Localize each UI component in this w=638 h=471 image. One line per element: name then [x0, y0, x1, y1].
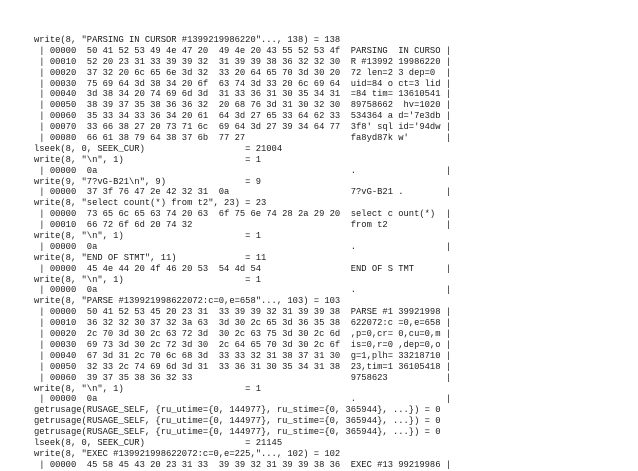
trace-line: | 00000 37 3f 76 47 2e 42 32 31 0a 7?vG-B21 . |: [34, 187, 452, 198]
trace-line: | 00000 0a . |: [34, 394, 452, 405]
trace-line: | 00000 0a . |: [34, 165, 452, 176]
trace-line: getrusage(RUSAGE_SELF, {ru_utime={0, 144977}, ru_stime={0, 365944}, ...}) = 0: [34, 416, 441, 427]
trace-line: write(8, "EXEC #139921998622072:c=0,e=225,"..., 102) = 102: [34, 448, 341, 459]
trace-line: | 00000 73 65 6c 65 63 74 20 63 6f 75 6e 74 28 2a 29 20 select c ount(*) |: [34, 209, 452, 220]
trace-line: write(9, "7?vG-B21\n", 9) = 9: [34, 176, 261, 187]
trace-line: write(8, "\n", 1) = 1: [34, 154, 261, 165]
trace-line: | 00020 37 32 20 6c 65 6e 3d 32 33 20 64 65 70 3d 30 20 72 len=2 3 dep=0 |: [34, 67, 452, 78]
trace-line: | 00010 36 32 32 30 37 32 3a 63 3d 30 2c 65 3d 36 35 38 622072:c =0,e=658 |: [34, 318, 452, 329]
trace-line: | 00040 67 3d 31 2c 70 6c 68 3d 33 33 32 31 38 37 31 30 g=1,plh= 33218710 |: [34, 350, 452, 361]
trace-line: | 00000 50 41 52 53 49 4e 47 20 49 4e 20 43 55 52 53 4f PARSING IN CURSO |: [34, 45, 452, 56]
trace-line: | 00030 69 73 3d 30 2c 72 3d 30 2c 64 65 70 3d 30 2c 6f is=0,r=0 ,dep=0,o |: [34, 339, 452, 350]
trace-line: write(8, "\n", 1) = 1: [34, 274, 261, 285]
trace-line: write(8, "\n", 1) = 1: [34, 383, 261, 394]
trace-line: | 00000 0a . |: [34, 285, 452, 296]
trace-line: | 00040 3d 38 34 20 74 69 6d 3d 31 33 36 31 30 35 34 31 =84 tim= 13610541 |: [34, 89, 452, 100]
trace-line: | 00050 38 39 37 35 38 36 36 32 20 68 76 3d 31 30 32 30 89758662 hv=1020 |: [34, 100, 452, 111]
trace-line: write(8, "select count(*) from t2", 23) = 23: [34, 198, 267, 209]
trace-line: | 00050 32 33 2c 74 69 6d 3d 31 33 36 31 30 35 34 31 38 23,tim=1 36105418 |: [34, 361, 452, 372]
trace-line: | 00070 33 66 38 27 20 73 71 6c 69 64 3d 27 39 34 64 77 3f8' sql id='94dw |: [34, 122, 452, 133]
trace-line: write(8, "PARSE #139921998622072:c=0,e=658"..., 103) = 103: [34, 296, 341, 307]
trace-line: | 00010 66 72 6f 6d 20 74 32 from t2 |: [34, 220, 452, 231]
strace-output: [34, 35, 634, 471]
trace-line: | 00060 39 37 35 38 36 32 33 9758623 |: [34, 372, 452, 383]
trace-line: write(8, "\n", 1) = 1: [34, 231, 261, 242]
trace-line: | 00000 50 41 52 53 45 20 23 31 33 39 39 32 31 39 39 38 PARSE #1 39921998 |: [34, 307, 452, 318]
trace-line: | 00000 45 58 45 43 20 23 31 33 39 39 32 31 39 39 38 36 EXEC #13 99219986 |: [34, 459, 452, 470]
trace-line: | 00000 45 4e 44 20 4f 46 20 53 54 4d 54 END OF S TMT |: [34, 263, 452, 274]
trace-line: | 00030 75 69 64 3d 38 34 20 6f 63 74 3d 33 20 6c 69 64 uid=84 o ct=3 lid |: [34, 78, 452, 89]
trace-line: getrusage(RUSAGE_SELF, {ru_utime={0, 144977}, ru_stime={0, 365944}, ...}) = 0: [34, 427, 441, 438]
trace-line: write(8, "PARSING IN CURSOR #1399219986220"..., 138) = 138: [34, 35, 341, 45]
trace-line: lseek(8, 0, SEEK_CUR) = 21004: [34, 143, 283, 154]
trace-line: | 00080 66 61 38 79 64 38 37 6b 77 27 fa8yd87k w' |: [34, 133, 452, 144]
trace-line: | 00060 35 33 34 33 36 34 20 61 64 3d 27 65 33 64 62 33 534364 a d='7e3db |: [34, 111, 452, 122]
trace-line: write(8, "END OF STMT", 11) = 11: [34, 252, 267, 263]
trace-line: getrusage(RUSAGE_SELF, {ru_utime={0, 144977}, ru_stime={0, 365944}, ...}) = 0: [34, 405, 441, 416]
trace-line: | 00000 0a . |: [34, 241, 452, 252]
trace-line: | 00010 52 20 23 31 33 39 39 32 31 39 39 38 36 32 32 30 R #13992 19986220 |: [34, 56, 452, 67]
trace-line: | 00020 2c 70 3d 30 2c 63 72 3d 30 2c 63 75 3d 30 2c 6d ,p=0,cr= 0,cu=0,m |: [34, 329, 452, 340]
trace-line: lseek(8, 0, SEEK_CUR) = 21145: [34, 437, 283, 448]
